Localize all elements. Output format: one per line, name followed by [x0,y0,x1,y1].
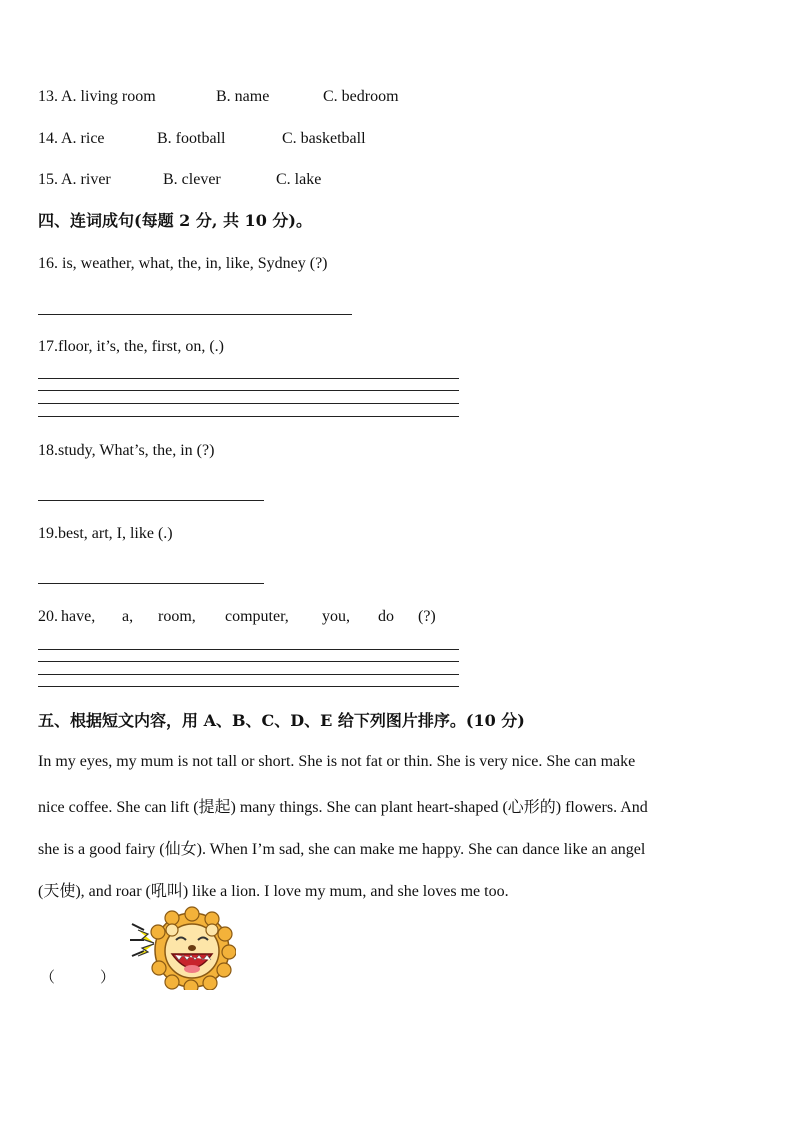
q16-prompt: 16. is, weather, what, the, in, like, Sydney (?) [38,255,328,272]
q15-option-a: A. river [61,171,111,188]
q13-number: 13. [38,88,58,105]
q15-number: 15. [38,171,58,188]
q20-number: 20. [38,608,58,625]
q20-answer-line-1 [38,649,459,650]
q17-answer-line-2 [38,390,459,391]
q15-option-b: B. clever [163,171,221,188]
q17-answer-line-1 [38,378,459,379]
q20-answer-line-3 [38,674,459,675]
q13-option-c: C. bedroom [323,88,399,105]
q13-option-a: A. living room [61,88,156,105]
passage-line-2: nice coffee. She can lift (提起) many things. She can plant heart-shaped (心形的) flowers. And [38,799,648,816]
passage-line-4: (天使), and roar (吼叫) like a lion. I love my mum, and she loves me too. [38,883,509,900]
q20-word-6: do [378,608,394,625]
q20-word-1: have, [61,608,96,625]
q14-number: 14. [38,130,58,147]
q20-prompt [38,607,58,627]
q20-word-5: you, [322,608,350,625]
passage-line-1: In my eyes, my mum is not tall or short. She is not fat or thin. She is very nice. She can make [38,753,636,770]
section5-title: 五、根据短文内容，用 A、B、C、D、E 给下列图片排序。(10 分) [38,711,525,730]
q19-answer-line [38,583,264,584]
q14-option-b: B. football [157,130,226,147]
passage-line-3: she is a good fairy (仙女). When I’m sad, she can make me happy. She can dance like an angel [38,841,646,858]
q14-option-a: A. rice [61,130,105,147]
q20-answer-line-2 [38,661,459,662]
q16-answer-line [38,314,352,315]
q13-option-b: B. name [216,88,270,105]
q20-answer-line-4 [38,686,459,687]
q19-prompt: 19.best, art, I, like (.) [38,525,173,542]
q18-answer-line [38,500,264,501]
answer-blank: （ ） [40,970,116,986]
q15-option-c: C. lake [276,171,322,188]
q17-answer-line-4 [38,416,459,417]
q20-word-4: computer, [225,608,289,625]
q18-prompt: 18.study, What’s, the, in (?) [38,442,215,459]
q20-word-2: a, [122,608,134,625]
section4-title: 四、连词成句(每题 2 分, 共 10 分)。 [38,211,312,230]
q17-prompt: 17.floor, it’s, the, first, on, (.) [38,338,224,355]
roaring-lion-image [128,906,236,990]
q17-answer-line-3 [38,403,459,404]
q14-option-c: C. basketball [282,130,366,147]
q20-word-3: room, [158,608,196,625]
q20-word-7: (?) [418,608,436,625]
